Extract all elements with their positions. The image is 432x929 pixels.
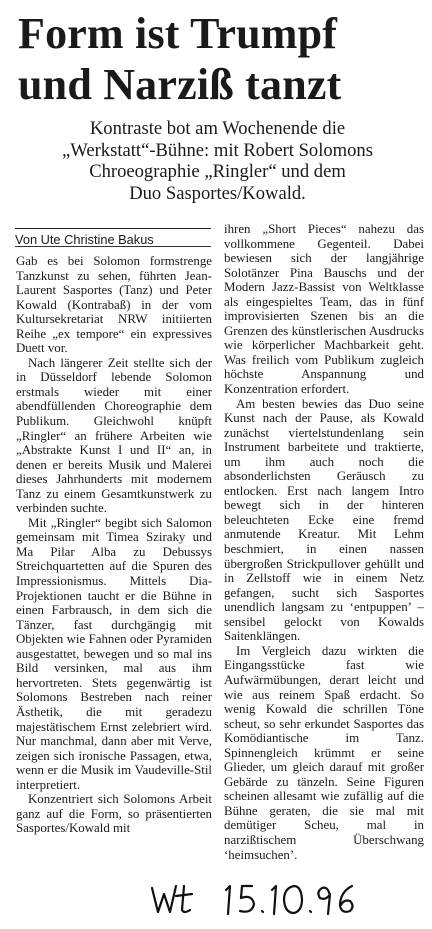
paragraph: Konzentriert sich Solomons Arbeit ganz auf die Form, so präsentierten Sasportes/Kowald mit — [16, 792, 212, 836]
byline: Von Ute Christine Bakus — [15, 228, 211, 247]
handwriting-text — [148, 880, 368, 918]
paragraph: Mit „Ringler“ begibt sich Salomon gemeinsam mit Timea Sziraky und Ma Pilar Alba zu Debussys Streichquartetten auf die Spuren des Impressionismus. Mittels Dia-Projektionen taucht er die Bühne in einen Farbrausch, in dem sich die Tänzer, fast durchgängig mit Objekten wie Fahnen oder Pyramiden ausgestattet, bewegen und so mal ins Bild versinken, mal aus ihm hervortreten. Stets gegenwärtig ist Solomons Bestreben nach reiner Ästhetik, die mit geradezu majestätischem Ernst zelebriert wird. Nur manchmal, dann aber mit Verve, zeigen sich ironische Passagen, etwa, wenn er die Musik im Vaudeville-Stil interpretiert. — [16, 515, 212, 792]
subheadline — [20, 118, 415, 204]
headline-line-1: Form ist Trumpf — [18, 9, 338, 58]
paragraph: Im Vergleich dazu wirkten die Eingangsstücke fast wie Aufwärmübungen, derart leicht und wie aus reinem Spaß erdacht. So wenig Kowald die schrillen Töne scheut, so sehr erkundet Sasportes das Komödiantische im Tanz. Spinnengleich krümmt er seine Glieder, um gleich darauf mit großer Gebärde zu tänzeln. Seine Figuren scheinen allesamt wie zufällig auf die Bühne geraten, die sie mal mit demütiger Scheu, mal in narzißtischem Überschwang ‘heimsuchen’. — [224, 643, 424, 862]
subheadline-line-2: „Werkstatt“-Bühne: mit Robert Solomons — [62, 139, 373, 161]
right-column — [224, 222, 424, 862]
paragraph: ihren „Short Pieces“ nahezu das vollkommene Gegenteil. Dabei bewiesen sich der langjährige Solotänzer Pina Bauschs und der Modern Jazz-Bassist von Weltklasse als eingespieltes Team, das in fünf improvisierten Szenen bis an die Grenzen des künstlerischen Ausdrucks wie körperlicher Machbarkeit geht. Was freilich vom Publikum zugleich höchste Anspannung und Konzentration erfordert. — [224, 222, 424, 397]
paragraph: Gab es bei Solomon formstrenge Tanzkunst zu sehen, führten Jean-Laurent Sasportes (Tanz) und Peter Kowald (Kontrabaß) in der vom Kultursekretariat NRW initiierten Reihe „ex tempore“ ein expressives Duett vor. — [16, 254, 212, 356]
subheadline-line-4: Duo Sasportes/Kowald. — [129, 182, 306, 204]
left-column — [16, 254, 212, 836]
paragraph: Nach längerer Zeit stellte sich der in Düsseldorf lebende Solomon erstmals wieder mit einer abendfüllenden Choreographie dem Publikum. Gleichwohl knüpft „Ringler“ an frühere Arbeiten wie „Abstrakte Kunst I und II“ an, in denen er bereits Musik und Malerei dieses Jahrhunderts mit modernem Tanz zu einem Gesamtkunstwerk zu verbinden suchte. — [16, 355, 212, 516]
headline — [18, 8, 418, 110]
handwritten-date-annotation — [148, 880, 368, 918]
paragraph: Am besten bewies das Duo seine Kunst nach der Pause, als Kowald zunächst viertelstundenlang sein Instrument barbeitete und traktierte, um ihm auch noch die absonderlichsten Geräusch zu entlocken. Erst nach langem Intro bewegt sich in der hinteren beleuchteten Ecke eine fremd anmutende Kreatur. Mit Lehm beschmiert, in einen nassen übergroßen Strickpullover gehüllt und in Zellstoff wie in einem Netz gefangen, sucht sich Sasportes unendlich langsam zu ‘entpuppen’ – sensibel gelockt von Kowalds Saitenklängen. — [224, 396, 424, 644]
subheadline-line-3: Chroeographie „Ringler“ und dem — [89, 161, 346, 182]
byline-divider — [15, 246, 211, 247]
headline-line-2: und Narziß tanzt — [18, 60, 342, 109]
subheadline-line-1: Kontraste bot am Wochenende die — [89, 118, 346, 139]
